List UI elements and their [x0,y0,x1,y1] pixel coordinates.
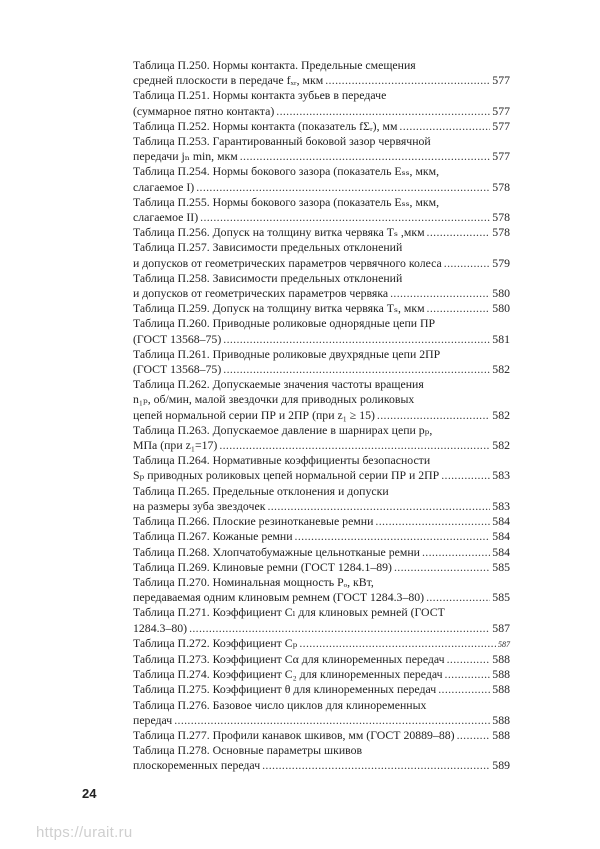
toc-entry[interactable] [133,728,510,743]
toc-page-number: 584 [492,544,510,559]
dot-leader [422,545,490,560]
toc-entry-text: слагаемое I) [133,179,195,194]
dot-leader [299,636,496,651]
dot-leader [223,332,490,347]
toc-page-number: 588 [492,682,510,697]
toc-entry[interactable] [133,301,510,316]
toc-entry[interactable] [133,682,510,697]
toc-page-number: 584 [492,529,510,544]
toc-entry[interactable] [133,453,510,483]
toc-entry[interactable] [133,225,510,240]
toc-entry-text: Таблица П.255. Нормы бокового зазора (показатель Eₛₛ, мкм, [133,194,440,209]
dot-leader [375,514,490,529]
toc-entry-text: Таблица П.259. Допуск на толщину витка червяка Tₛ, мкм [133,301,425,316]
toc-entry-text: Таблица П.262. Допускаемые значения частоты вращения [133,377,424,392]
toc-entry[interactable] [133,698,510,728]
toc-entry-text: Таблица П.264. Нормативные коэффициенты безопасности [133,453,431,468]
toc-page-number: 588 [492,712,510,727]
toc-entry-text: слагаемое II) [133,210,199,225]
dot-leader [426,590,490,605]
toc-entry[interactable] [133,575,510,605]
toc-entry-text: Таблица П.265. Предельные отклонения и допуски [133,483,389,498]
toc-entry[interactable] [133,88,510,118]
toc-entry-text: Таблица П.273. Коэффициент Cα для клиноременных передач [133,651,445,666]
toc-page-number: 580 [492,301,510,316]
dot-leader [427,225,491,240]
toc-entry[interactable] [133,119,510,134]
toc-entry-text: Таблица П.253. Гарантированный боковой зазор червячной [133,134,431,149]
dot-leader [276,104,490,119]
toc-entry-text: Таблица П.275. Коэффициент θ для клиноременных передач [133,682,437,697]
toc-page-number: 587 [498,639,510,649]
toc-page-number: 580 [492,286,510,301]
toc-page-number: 579 [492,255,510,270]
toc-entry-text: Таблица П.261. Приводные роликовые двухрядные цепи 2ПР [133,346,441,361]
toc-entry[interactable] [133,347,510,377]
toc-entry[interactable] [133,667,510,682]
dot-leader [219,438,490,453]
toc-page-number: 582 [492,438,510,453]
dot-leader [196,180,490,195]
toc-page-number: 588 [492,727,510,742]
toc-entry-text: Таблица П.271. Коэффициент Cₗ для клиновых ремней (ГОСТ [133,605,445,620]
toc-entry-text: Таблица П.277. Профили канавок шкивов, мм (ГОСТ 20889–88) [133,727,455,742]
toc-page-number: 585 [492,590,510,605]
toc-entry-text: Таблица П.250. Нормы контакта. Предельные смещения [133,58,416,72]
dot-leader [240,149,491,164]
toc-page-number: 578 [492,179,510,194]
toc-page-number: 585 [492,559,510,574]
toc-entry-text: 1284.3–80) [133,620,188,635]
toc-entry[interactable] [133,605,510,635]
dot-leader [445,667,491,682]
toc-entry-text: Таблица П.274. Коэффициент C₂ для клиноременных передач [133,667,443,682]
toc-entry[interactable] [133,652,510,667]
toc-entry-text: (суммарное пятно контакта) [133,103,275,118]
toc-entry-text: n₁ₚ, об/мин, малой звездочки для приводных роликовых [133,392,415,407]
toc-entry-text: Таблица П.276. Базовое число циклов для клиноременных [133,697,427,712]
toc-entry-text: Таблица П.278. Основные параметры шкивов [133,743,363,758]
toc-entry-text: Таблица П.267. Кожаные ремни [133,529,293,544]
toc-page-number: 581 [492,331,510,346]
toc-entry-text: МПа (при z₁=17) [133,438,218,453]
dot-leader [189,621,490,636]
toc-entry-text: Таблица П.268. Хлопчатобумажные цельнотканые ремни [133,544,420,559]
toc-entry[interactable] [133,484,510,514]
toc-entry-text: передач [133,712,173,727]
page-number: 24 [82,786,97,801]
toc-entry-text: Таблица П.257. Зависимости предельных отклонений [133,240,403,255]
toc-entry-text: и допусков от геометрических параметров червяка [133,286,389,301]
toc-entry[interactable] [133,316,510,346]
toc-entry[interactable] [133,164,510,194]
dot-leader [438,682,490,697]
toc-entry[interactable] [133,240,510,270]
watermark-url: https://urait.ru [36,824,133,841]
dot-leader [325,73,490,88]
toc-entry-text: Таблица П.269. Клиновые ремни (ГОСТ 1284.1–89) [133,559,392,574]
toc-page-number: 578 [492,225,510,240]
toc-entry[interactable] [133,423,510,453]
toc-entry-text: средней плоскости в передаче fₓᵣ, мкм [133,73,324,88]
dot-leader [295,529,491,544]
toc-entry-text: плоскоременных передач [133,758,261,773]
toc-entry[interactable] [133,134,510,164]
toc-entry-text: на размеры зуба звездочек [133,498,266,513]
dot-leader [174,713,490,728]
dot-leader [441,468,490,483]
dot-leader [457,728,491,743]
toc-page-number: 588 [492,651,510,666]
toc-entry-text: передачи jₙ min, мкм [133,149,238,164]
dot-leader [200,210,490,225]
toc-entry[interactable] [133,514,510,529]
toc-entry[interactable] [133,636,510,652]
toc-entry-text: Таблица П.252. Нормы контакта (показатель fΣᵣ), мм [133,118,398,133]
toc-entry-text: Таблица П.263. Допускаемое давление в шарнирах цепи pₚ, [133,422,433,437]
dot-leader [267,499,490,514]
dot-leader [377,408,490,423]
dot-leader [427,301,491,316]
toc-page-number: 588 [492,667,510,682]
toc-page-number: 583 [492,468,510,483]
toc-entry[interactable] [133,58,510,88]
toc-entry-text: Таблица П.270. Номинальная мощность Pₒ, кВт, [133,574,374,589]
toc-entry-text: Таблица П.260. Приводные роликовые однорядные цепи ПР [133,316,436,331]
toc-entry-text: и допусков от геометрических параметров червячного колеса [133,255,442,270]
toc-entry-text: Таблица П.254. Нормы бокового зазора (показатель Eₛₛ, мкм, [133,164,440,179]
toc-entry-text: Таблица П.266. Плоские резинотканевые ремни [133,514,374,529]
dot-leader [447,652,491,667]
toc-entry-text: Таблица П.272. Коэффициент Cₚ [133,635,298,650]
toc-entry[interactable] [133,545,510,560]
toc-entry[interactable] [133,271,510,301]
toc-page-number: 577 [492,103,510,118]
toc-entry[interactable] [133,195,510,225]
toc-page-number: 577 [492,149,510,164]
toc-page-number: 577 [492,118,510,133]
toc-page-number: 577 [492,73,510,88]
dot-leader [390,286,490,301]
toc-page-number: 584 [492,514,510,529]
toc-page-number: 582 [492,407,510,422]
toc-entry-text: передаваемая одним клиновым ремнем (ГОСТ 1284.3–80) [133,590,425,605]
toc-entry[interactable] [133,560,510,575]
dot-leader [399,119,490,134]
toc-entry-text: Sₚ приводных роликовых цепей нормальной серии ПР и 2ПР [133,468,440,483]
toc-entry[interactable] [133,743,510,773]
toc-entry-text: (ГОСТ 13568–75) [133,362,222,377]
toc-entry[interactable] [133,377,510,423]
toc-entry-text: Таблица П.251. Нормы контакта зубьев в передаче [133,88,387,103]
toc-page-number: 587 [492,620,510,635]
dot-leader [394,560,490,575]
toc-entry-text: Таблица П.256. Допуск на толщину витка червяка Tₛ ,мкм [133,225,425,240]
toc-page-number: 582 [492,362,510,377]
toc-entry-text: цепей нормальной серии ПР и 2ПР (при z₁ ≥ 15) [133,407,375,422]
toc-entry-text: (ГОСТ 13568–75) [133,331,222,346]
dot-leader [223,362,490,377]
toc-entry[interactable] [133,529,510,544]
toc-entry-text: Таблица П.258. Зависимости предельных отклонений [133,270,403,285]
toc-page-number: 589 [492,758,510,773]
dot-leader [444,256,491,271]
toc-page-number: 578 [492,210,510,225]
dot-leader [262,758,490,773]
table-of-contents [133,58,510,774]
toc-page-number: 583 [492,498,510,513]
